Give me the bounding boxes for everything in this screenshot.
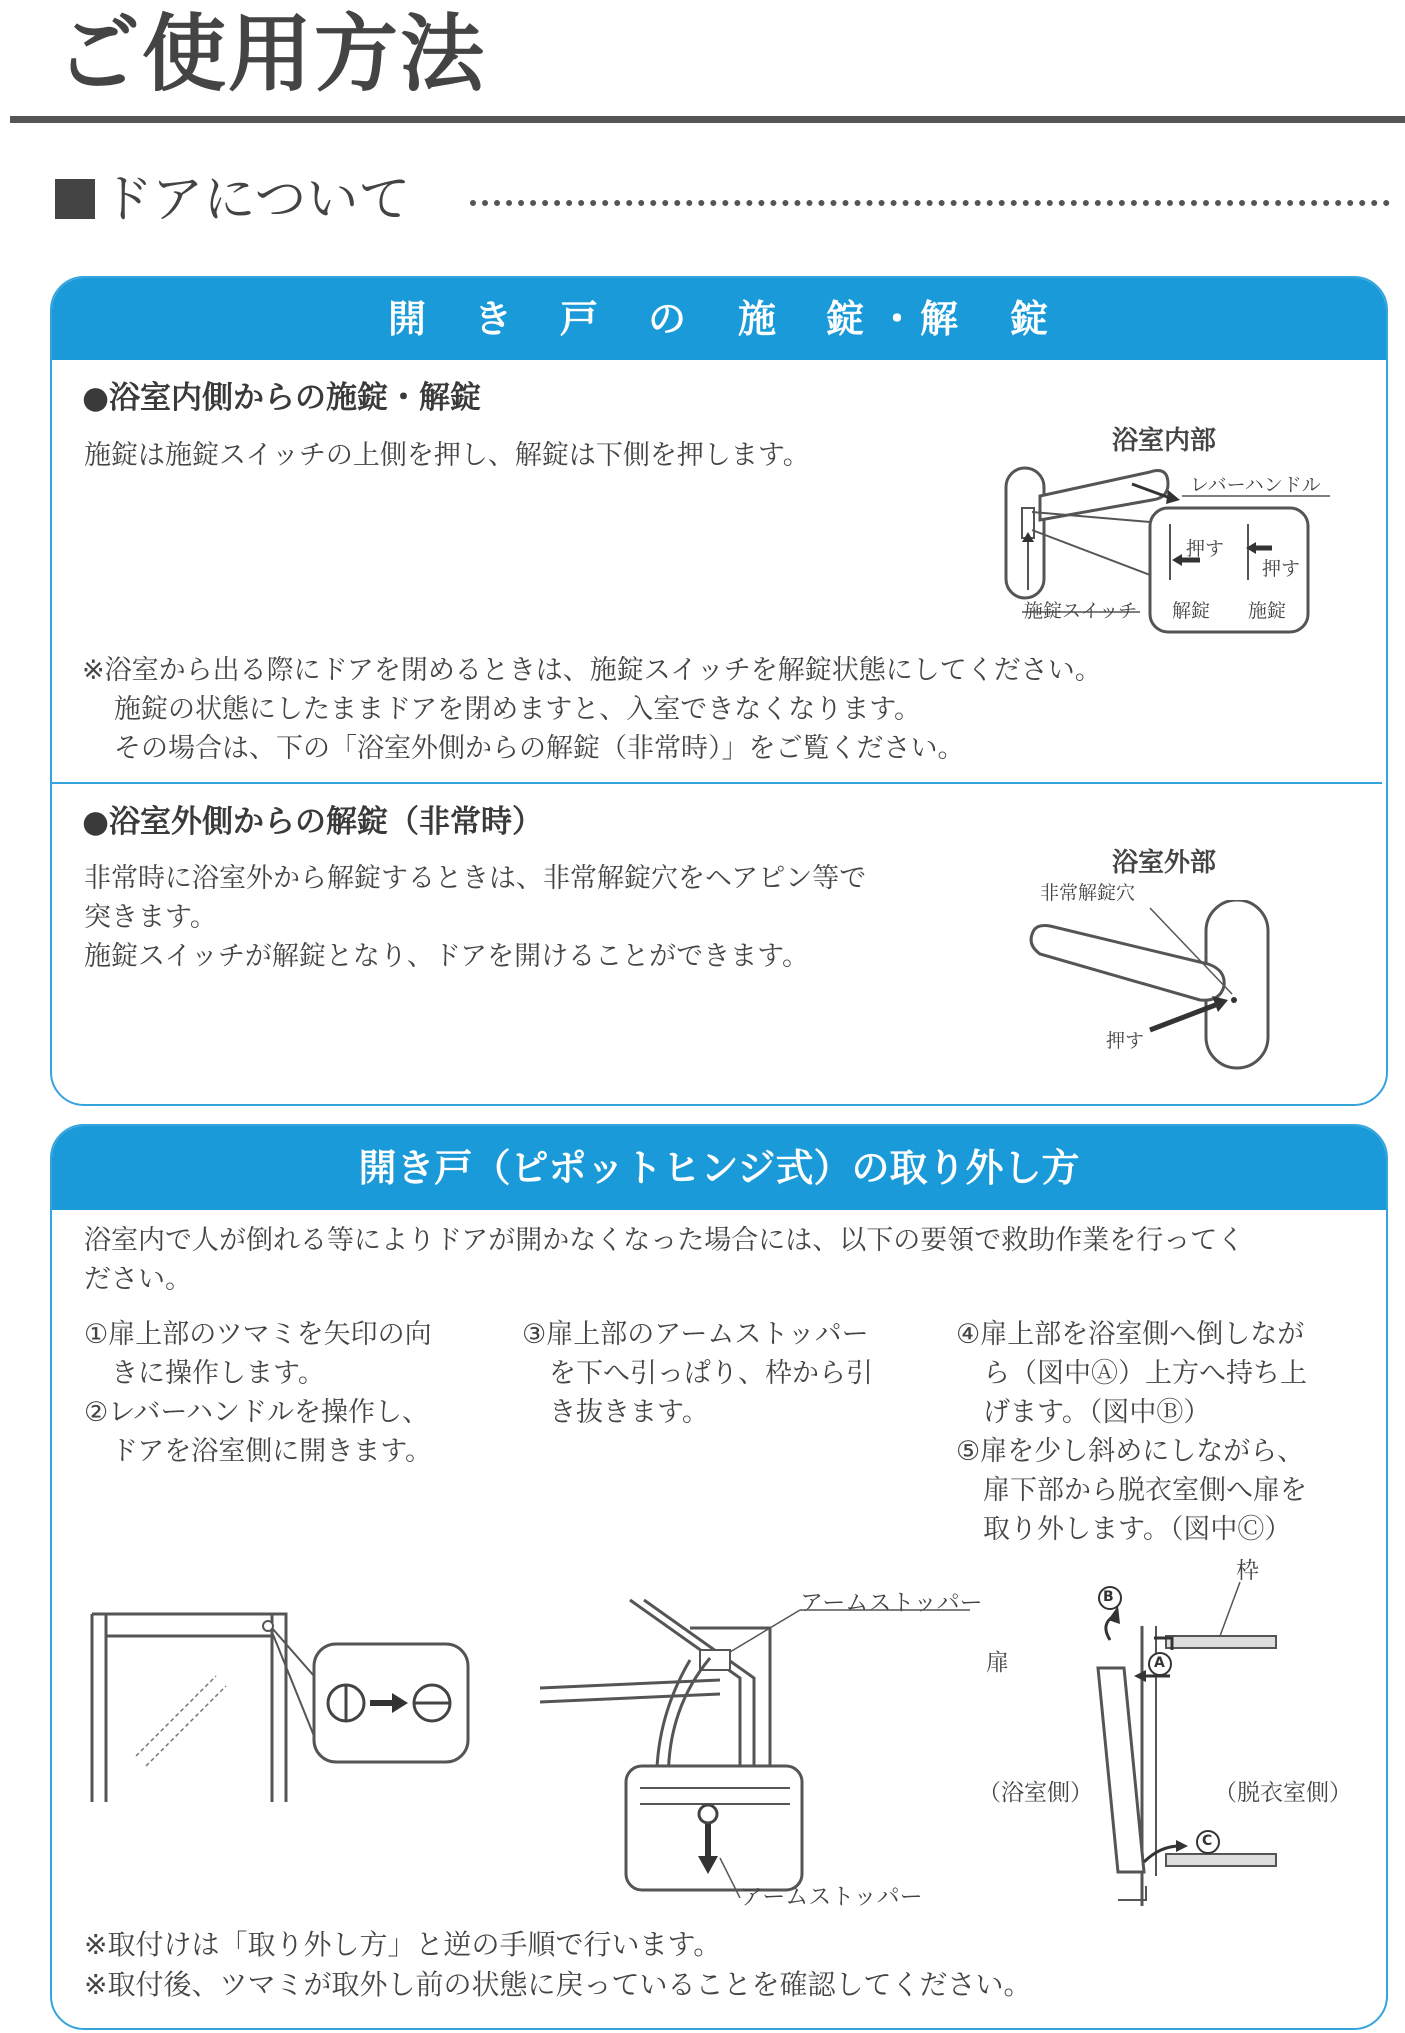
- intro-line-2: ださい。: [84, 1264, 192, 1295]
- lock-unlock-panel-title: [52, 278, 1386, 360]
- outside-line-2: 突きます。: [84, 902, 217, 933]
- door-knob-figure: [86, 1606, 476, 1816]
- outside-heading: ●浴室外側からの解錠（非常時）: [82, 804, 544, 840]
- step-col3-line-2: ら（図中Ⓐ）上方へ持ち上: [956, 1358, 1307, 1389]
- mark-b: B: [1103, 1589, 1114, 1605]
- push-label-2: 押す: [1262, 558, 1301, 580]
- intro-line-1: 浴室内で人が倒れる等によりドアが開かなくなった場合には、以下の要領で救助作業を行ってく: [84, 1225, 1245, 1256]
- outside-handle-figure: [1020, 900, 1300, 1080]
- unlock-label: 解錠: [1172, 600, 1211, 622]
- switch-label: 施錠スイッチ: [1024, 600, 1138, 622]
- title-char: 開: [388, 297, 431, 341]
- square-bullet-icon: [55, 179, 95, 219]
- step-col3-line-4: ⑤扉を少し斜めにしながら、: [956, 1436, 1305, 1467]
- inside-text: 施錠は施錠スイッチの上側を押し、解錠は下側を押します。: [84, 440, 810, 471]
- door-removal-figure: [1060, 1576, 1320, 1916]
- mark-a: A: [1154, 1655, 1165, 1671]
- mark-c: C: [1202, 1833, 1213, 1849]
- step-col1-line-4: ドアを浴室側に開きます。: [84, 1436, 433, 1467]
- outside-figure-title: 浴室外部: [1112, 848, 1217, 878]
- step-col1-line-3: ②レバーハンドルを操作し、: [84, 1397, 429, 1428]
- emergency-hole-label: 非常解錠穴: [1040, 882, 1136, 904]
- arm-stopper-figure: [540, 1598, 1010, 1898]
- section-heading: [55, 168, 410, 232]
- section-heading-text: ドアについて: [101, 170, 411, 230]
- lock-label: 施錠: [1248, 600, 1287, 622]
- inside-figure-title: 浴室内部: [1112, 426, 1217, 456]
- step-col2-line-3: き抜きます。: [522, 1397, 709, 1428]
- step-col1-line-1: ①扉上部のツマミを矢印の向: [84, 1319, 432, 1350]
- title-char: の: [648, 297, 691, 341]
- step-col3-line-6: 取り外します。（図中Ⓒ）: [956, 1514, 1292, 1545]
- title-char: ・解: [878, 297, 963, 341]
- page-title: ご使用方法: [56, 5, 487, 103]
- outside-line-1: 非常時に浴室外から解錠するときは、非常解錠穴をヘアピン等で: [84, 863, 867, 894]
- title-char: 錠: [826, 297, 869, 341]
- bottom-note-1: ※取付けは「取り外し方」と逆の手順で行います。: [84, 1928, 722, 1961]
- dressing-side-label: （脱衣室側）: [1214, 1780, 1352, 1806]
- frame-label: 枠: [1236, 1558, 1259, 1584]
- removal-panel-title: 開き戸（ピポットヒンジ式）の取り外し方: [52, 1126, 1386, 1210]
- push-label-1: 押す: [1186, 538, 1225, 560]
- door-label: 扉: [986, 1650, 1009, 1676]
- step-col3-line-5: 扉下部から脱衣室側へ扉を: [956, 1475, 1307, 1506]
- step-col2-line-1: ③扉上部のアームストッパー: [522, 1319, 869, 1350]
- bath-side-label: （浴室側）: [978, 1780, 1093, 1806]
- title-char: 錠: [1010, 297, 1053, 341]
- bottom-note-2: ※取付後、ツマミが取外し前の状態に戻っていることを確認してください。: [84, 1968, 1032, 2001]
- step-col3-line-3: げます。（図中Ⓑ）: [956, 1397, 1211, 1428]
- outside-line-3: 施錠スイッチが解錠となり、ドアを開けることができます。: [84, 941, 809, 972]
- title-char: 施: [738, 297, 781, 341]
- lever-label: レバーハンドル: [1190, 474, 1321, 496]
- panel1-divider: [52, 782, 1382, 784]
- step-col1-line-2: きに操作します。: [84, 1358, 325, 1389]
- inside-note-3: その場合は、下の「浴室外側からの解錠（非常時）」をご覧ください。: [114, 733, 965, 764]
- inside-note-1: ※浴室から出る際にドアを閉めるときは、施錠スイッチを解錠状態にしてください。: [82, 655, 1102, 686]
- outside-push-label: 押す: [1106, 1030, 1145, 1052]
- step-col3-line-1: ④扉上部を浴室側へ倒しなが: [956, 1319, 1305, 1350]
- arm-stopper-label-top: アームストッパー: [800, 1590, 983, 1616]
- title-char: き: [474, 297, 517, 341]
- step-col2-line-2: を下へ引っぱり、枠から引: [522, 1358, 873, 1389]
- title-rule: [10, 116, 1405, 123]
- inside-note-2: 施錠の状態にしたままドアを閉めますと、入室できなくなります。: [114, 694, 922, 725]
- dotted-leader: [470, 200, 1390, 206]
- inside-heading: ●浴室内側からの施錠・解錠: [82, 380, 482, 416]
- arm-stopper-label-bottom: アームストッパー: [740, 1884, 923, 1910]
- title-char: 戸: [560, 297, 603, 341]
